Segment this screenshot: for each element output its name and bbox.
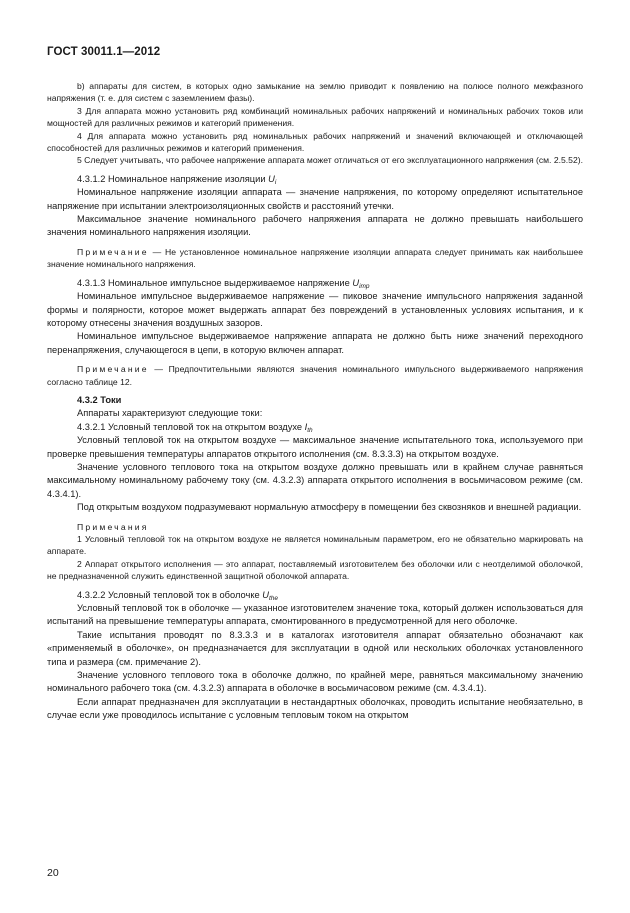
paragraph-text: — Не установленное номинальное напряжение изоляции аппарата следует принимать как наибольшее значение номинального напряжения. (47, 246, 583, 270)
symbol-subscript: th (307, 426, 313, 434)
paragraph (47, 290, 583, 330)
paragraph (47, 589, 583, 602)
paragraph-text: 1 Условный тепловой ток на открытом воздухе не является номинальным параметром, его не обязательно маркировать на аппарате. (47, 534, 583, 557)
paragraph (47, 277, 583, 290)
paragraph (47, 330, 583, 357)
paragraph-text: Значение условного теплового тока в оболочке должно, по крайней мере, равняться максимальному значению номинального рабочего тока (см. 4.3.2.3) аппарата в оболочке в восьмичасовом режиме (см. 4.3.4.1). (47, 670, 583, 694)
paragraph-text: Под открытым воздухом подразумевают нормальную атмосферу в помещении без сквозняков и внешней радиации. (77, 502, 582, 513)
document-body (47, 80, 583, 723)
note-label: Примечание (77, 246, 149, 257)
paragraph-text: Условный тепловой ток в оболочке — указанное изготовителем значение тока, который должен использоваться для испытаний на превышение температуры аппарата, смонтированного в предусмотренной для него оболочке. (47, 603, 583, 627)
paragraph-text: Если аппарат предназначен для эксплуатации в нестандартных оболочках, проводить испытание необязательно, в случае если уже проводилось испытание с условным тепловым током на открытом (47, 696, 583, 721)
symbol: U (268, 173, 275, 184)
paragraph (47, 363, 583, 388)
paragraph-text: 3 Для аппарата можно установить ряд комбинаций номинальных рабочих напряжений и номинальных рабочих токов или мощностей для различных режимов и категорий применения. (47, 105, 583, 129)
paragraph-text: Максимальное значение номинального рабочего напряжения аппарата не должно превышать наибольшего значения номинального напряжения изоляции. (47, 214, 583, 238)
note-label: Примечание (77, 364, 149, 375)
paragraph-text: Номинальное напряжение изоляции аппарата — значение напряжения, по которому определяют испытательное напряжение при испытании электроизоляционных свойств и расстояний утечки. (47, 187, 583, 211)
paragraph-text: 5 Следует учитывать, что рабочее напряжение аппарата может отличаться от его эксплуатационного напряжения (см. 2.5.52). (77, 155, 583, 166)
paragraph (47, 602, 583, 629)
paragraph (47, 521, 583, 533)
paragraph (47, 80, 583, 105)
paragraph (47, 154, 583, 166)
paragraph-text: 4.3.2.1 Условный тепловой ток на открытом воздухе (77, 421, 305, 432)
paragraph-text: 4.3.1.3 Номинальное импульсное выдерживаемое напряжение (77, 277, 353, 288)
paragraph (47, 130, 583, 155)
paragraph (47, 501, 583, 514)
paragraph-text: Номинальное импульсное выдерживаемое напряжение аппарата не должно быть ниже значений переходного перенапряжения, случающегося в цепи, в которую включен аппарат. (47, 331, 583, 355)
paragraph-text: 4 Для аппарата можно установить ряд номинальных рабочих напряжений и значений включающей и отключающей способностей для различных режимов и категорий применения. (47, 130, 583, 154)
paragraph-text: 2 Аппарат открытого исполнения — это аппарат, поставляемый изготовителем без оболочки или с неотделимой оболочкой, не предназначенной служить единственной защитной оболочкой аппарата. (47, 558, 583, 582)
symbol-subscript: the (268, 594, 279, 602)
symbol: U (262, 589, 269, 600)
paragraph (47, 173, 583, 186)
paragraph-text: Значение условного теплового тока на открытом воздухе должно превышать или в крайнем случае равняться максимальному номинальному рабочему току (см. 4.3.2.3) аппарата открытого исполнения в восьмичасовом режиме (см. 4.3.4.1). (47, 461, 583, 499)
paragraph (47, 461, 583, 501)
symbol: I (304, 421, 308, 432)
paragraph-text: Такие испытания проводят по 8.3.3.3 и в каталогах изготовителя аппарат обязательно обозначают как «применяемый в оболочке», он предназначается для эксплуатации в одной или нескольких оболочках установленного типа и размера (см. примечание 2). (47, 629, 583, 667)
paragraph (47, 533, 583, 558)
symbol-subscript: imp (359, 282, 370, 290)
paragraph-text: Номинальное импульсное выдерживаемое напряжение — пиковое значение импульсного напряжения заданной формы и полярности, которое может выдержать аппарат без повреждений в установленных условиях испытания, и к которому отнесены значения воздушных зазоров. (47, 291, 583, 328)
paragraph (47, 669, 583, 696)
paragraph (47, 105, 583, 130)
paragraph (47, 394, 583, 407)
paragraph-text: 4.3.2.2 Условный тепловой ток в оболочке (77, 589, 263, 600)
paragraph-text: 4.3.2 Токи (77, 394, 122, 405)
symbol-subscript: i (274, 178, 277, 186)
paragraph-text: 4.3.1.2 Номинальное напряжение изоляции (77, 173, 269, 184)
paragraph (47, 246, 583, 271)
paragraph-text: Аппараты характеризуют следующие токи: (77, 408, 263, 419)
paragraph (47, 421, 583, 434)
paragraph (47, 186, 583, 213)
paragraph (47, 558, 583, 583)
paragraph (47, 434, 583, 461)
note-label: Примечания (77, 521, 149, 532)
paragraph-text: — Предпочтительными являются значения номинального импульсного выдерживаемого напряжения согласно таблице 12. (47, 364, 583, 387)
paragraph (47, 629, 583, 669)
paragraph-text: Условный тепловой ток на открытом воздухе — максимальное значение испытательного тока, используемого при проверке превышения температуры аппаратов открытого исполнения (см. 8.3.3.3) на открытом воздухе. (47, 435, 583, 459)
paragraph (47, 407, 583, 420)
page-number: 20 (47, 867, 59, 879)
paragraph (47, 213, 583, 240)
symbol: U (352, 277, 360, 288)
document-header: ГОСТ 30011.1—2012 (47, 46, 161, 58)
paragraph (47, 696, 583, 723)
paragraph-text: b) аппараты для систем, в которых одно замыкание на землю приводит к появлению на полюсе полного межфазного напряжения (т. е. для систем с заземлением фазы). (47, 81, 583, 104)
